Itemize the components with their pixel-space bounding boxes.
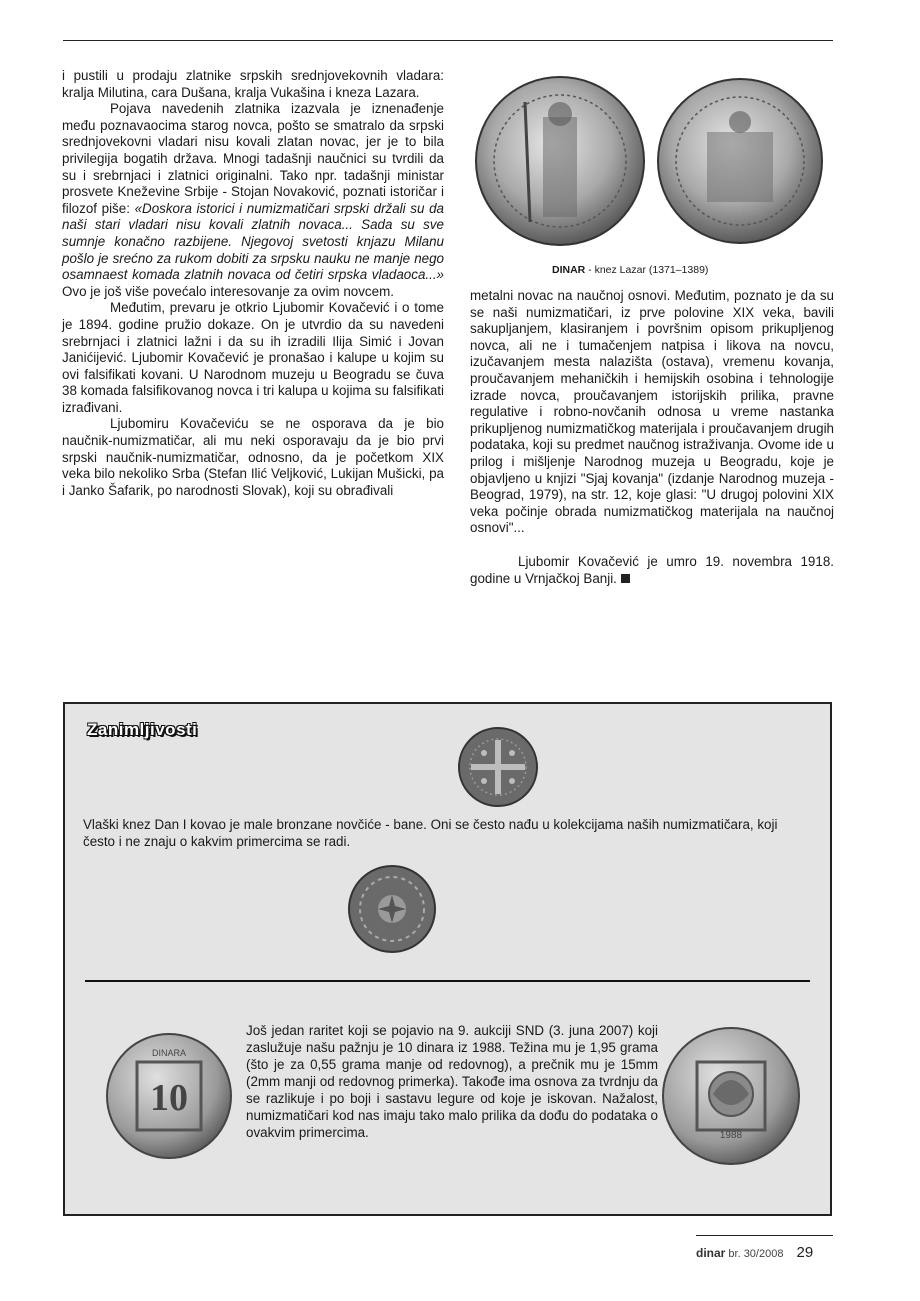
coin-reverse-icon — [658, 79, 822, 243]
right-paragraph-1: metalni novac na naučnoj osnovi. Međutim, poznato je da su se naši numizmatičari, iz prve polovine XIX veka, bavili sakupljanjem, klasiranjem i površnim opisom prikupljenog novca, ali ne i tumačenjem natpisa i likova na novcu, izučavanjem mesta nalazišta (ostava), vremenu kovanja, proučavanjem mehaničkih i hemijskih osobina i tehnologije izrade novca, proučavanjem istorijskih prilika, pravne regulative i robno-novčanih odnosa u vreme nastanka prikupljenog numizmatičkog materijala i proučavanjem drugih podataka, koji su predmet naučnog istraživanja. Ovome ide u prilog i mišljenje Narodnog muzeja u Beogradu, koje je objavljeno u knjizi "Sjaj kovanja" (izdanje Narodnog muzeja - Beograd, 1979), na str. 12, koje glasi: "U drugoj polovini XIX veka počinje obrada numizmatičkog materijala na naučnoj osnovi"... — [470, 288, 834, 536]
ten-dinara-coin-obverse-icon — [105, 1032, 233, 1160]
left-paragraph-2 — [62, 101, 444, 300]
zanimljivosti-box — [63, 702, 832, 1216]
coin-top-label: DINARA — [151, 1048, 187, 1058]
left-column — [62, 68, 444, 499]
coin-caption — [552, 264, 708, 276]
paragraph-text: Pojava navedenih zlatnika izazvala je iznenađenje među poznavaocima starog novca, pošto se smatralo da srpski srednjovekovni vladari nisu kovali zlatan novac, jer je to bila privilegija bogatih država. Mnogi tadašnji naučnici su tvrdili da su i srebrnjaci i zlatnici originalni. Tako npr. tadašnji ministar prosvete Kneževine Srbije - Stojan Novaković, poznati istoričar i filozof piše: — [62, 101, 444, 216]
cross-coin-icon — [457, 726, 539, 808]
left-paragraph-1: i pustili u prodaju zlatnike srpskih srednjovekovnih vladara: kralja Milutina, cara Dušana, kralja Vukašina i kneza Lazara. — [62, 68, 444, 100]
coin-year-label: 1988 — [719, 1130, 743, 1141]
left-paragraph-4: Ljubomiru Kovačeviću se ne osporava da je bio naučnik-numizmatičar, ali mu neki osporavaju da je bio prvi srpski naučnik-numizmatičar, odnosno, da je početkom XIX veka bilo nekoliko Srba (Stefan Ilić Veljković, Lukijan Mušicki, pa i Janko Šafarik, po narodnosti Slovak), koji su obrađivali — [62, 416, 444, 498]
ten-dinara-text: Još jedan raritet koji se pojavio na 9. aukciji SND (3. juna 2007) koji zaslužuje našu pažnju je 10 dinara iz 1988. Težina mu je 1,95 grama (što je za 0,55 grama manje od redovnog), a prečnik mu je 15mm (2mm manji od redovnog primerka). Takođe ima osnova za tvrdnju da se razlikuje i po boji i sastavu legure od koje je iskovan. Nažalost, numizmatičari kod nas imaju tako malo prilika da dođu do podataka o ovakvim primercima. — [246, 1023, 658, 1140]
page-footer — [696, 1244, 813, 1261]
page-number: 29 — [796, 1244, 814, 1261]
paragraph-text: Ljubomir Kovačević je umro 19. novembra 1918. godine u Vrnjačkoj Banji. — [470, 553, 834, 586]
right-column — [470, 288, 834, 587]
paragraph-text: Ovo je još više povećalo interesovanje za ovim novcem. — [62, 283, 394, 299]
top-rule — [63, 40, 833, 41]
ban-coin-icon — [347, 864, 437, 954]
box-divider — [85, 980, 810, 982]
lazar-dinar-coins-image — [475, 62, 825, 260]
left-paragraph-3: Međutim, prevaru je otkrio Ljubomir Kovačević i o tome je 1894. godine pružio dokaze. On je utvrdio da su navedeni srebrnjaci i zlatnici lažni i da su ih izradili Ilija Simić i Jovan Janićijević. Ljubomir Kovačević je pronašao i kalupe u kojim su ovi falsifikati kovani. U Narodnom muzeju u Beogradu se čuva 38 komada falsifikovanog novca i tri kalupa u kojima su falsifikati izrađivani. — [62, 300, 444, 415]
ten-dinara-coin-reverse-icon — [661, 1026, 801, 1166]
coin-obverse-icon — [476, 77, 644, 245]
ban-coins-text: Vlaški knez Dan I kovao je male bronzane novčiće - bane. Oni se često nađu u kolekcijama naših numizmatičara, koji često i ne znaju o kakvim primercima se radi. — [83, 817, 778, 849]
end-of-article-mark — [621, 574, 630, 583]
right-paragraph-2 — [470, 554, 834, 587]
footer-rule — [696, 1235, 833, 1236]
caption-bold: DINAR — [552, 264, 586, 276]
box-title: Zanimljivosti — [87, 720, 198, 739]
caption-text: - knez Lazar (1371–1389) — [585, 264, 709, 276]
denomination-label: 10 — [150, 1077, 188, 1119]
novakovic-quote: «Doskora istorici i numizmatičari srpski držali su da naši stari vladari nisu kovali zlatnih novaca... Sada su sve sumnje konačno razbijene. Njegovoj svetosti knjazu Milanu pošlo je srećno za rukom dobiti za srpsku nauku ne manje nego osamnaest komada zlatnih novaca od četiri srpska vladaoca...» — [62, 200, 444, 283]
magazine-brand: dinar — [696, 1246, 726, 1260]
issue-number: br. 30/2008 — [728, 1248, 784, 1260]
